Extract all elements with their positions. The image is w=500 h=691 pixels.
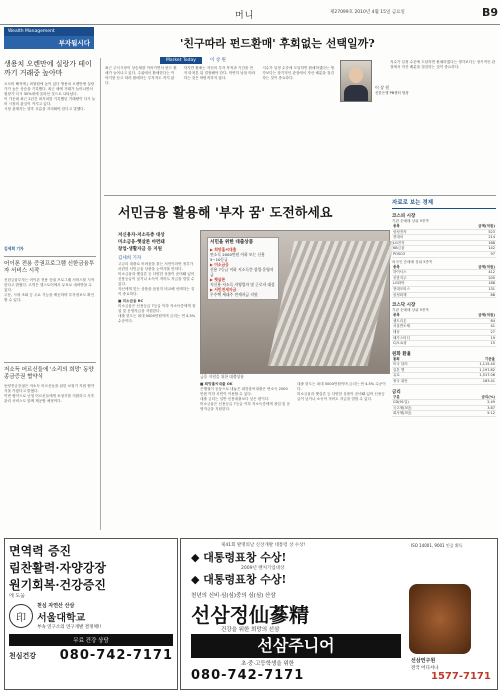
table-cell: 태웅 — [392, 329, 444, 335]
ad-side-note: ISO 14001, 9001 인증 획득 — [411, 543, 463, 548]
table-cell: 1,517.06 — [443, 373, 496, 379]
table-cell: 15 — [444, 341, 496, 347]
sidebar-section-title: 원화 환율 — [392, 351, 411, 357]
ad-tagline-2: 초·중·고등학생을 위한 — [241, 661, 295, 667]
table-cell: CJ오쇼핑 — [392, 341, 444, 347]
market-today-author: 이 상 원 — [210, 58, 226, 63]
sidebar-section-title: 금리 — [392, 389, 401, 395]
divider — [4, 362, 96, 363]
graphic-item-head: ▶ 서민전세자금 — [210, 287, 237, 292]
article2-para: 대출 한도는 최대 5000만원이며 금리는 연 4.5% 수준이다. — [118, 314, 196, 323]
table-cell: 종목 — [392, 265, 444, 270]
ad-left-line: 림찬활력·자양강장 — [9, 561, 106, 575]
article2-section-head: ■ 희망홀씨대출 OK — [200, 382, 233, 386]
table-cell: 금액(억원) — [444, 265, 496, 270]
left-body-para: 동양종금증권은 저소득 어르신들을 위한 보청기 지원 협약식을 가졌다고 밝혔다. — [4, 384, 95, 393]
loan-products-graphic — [200, 230, 390, 374]
article1-body — [105, 66, 335, 191]
left-body-para: 주문, 시세 조회 등 주요 기능을 제공하며 투자정보도 확인할 수 있다. — [4, 293, 95, 302]
ad-side-note-2: 전국 어디서나 — [411, 666, 439, 671]
ad-right — [180, 538, 498, 690]
sidebar-title: 자료로 보는 경제 — [392, 198, 496, 209]
table-cell: 일본 엔 — [392, 367, 443, 373]
table-cell: 현대모비스 — [392, 286, 444, 292]
columnist-photo — [340, 60, 372, 102]
graphic-item-text: 저신용·저소득 자영업자 및 근로자 대상 — [210, 282, 275, 287]
table-cell: 1,115.40 — [443, 362, 496, 368]
left-body-3 — [4, 384, 96, 504]
article2-section-head: ■ 미소금융 RC — [118, 299, 144, 303]
left-body-para: 이번 협약으로 난청 어르신들에게 보청기를 지원하고 사후 관리 서비스도 함께 제공할 예정이다. — [4, 394, 95, 403]
ad-award-2: ◆ 대통령표창 수상! — [191, 573, 287, 586]
ad-left-line: 원기회복·건강증진 — [9, 578, 106, 592]
table-cell: 셀트리온 — [392, 318, 444, 324]
ad-left-univ: 서울대학교 — [37, 613, 86, 624]
ad-left-note: 에 도움 — [9, 593, 26, 599]
left-body-para: 이 가운데 최근 2년간 최저치를 기록했던 거래량이 다시 늘어 시장의 관심이 커지고 있다. — [4, 97, 96, 106]
table-cell: 142 — [439, 246, 496, 252]
article2-body — [118, 262, 196, 530]
table-cell: 메가스터디 — [392, 335, 444, 341]
market-today-badge: Market Today — [160, 57, 202, 64]
article2-para: 대출 한도는 최대 5000만원이며 금리는 연 4.5% 수준이다. — [297, 382, 386, 391]
left-body-para: 신한금융투자는 어이폰 전용 증권 프로그램 서비스를 시작한다고 밝혔다. 고객은 앱스토어에서 무료로 내려받을 수 있다. — [4, 278, 95, 292]
table-cell: 2.49 — [451, 400, 496, 406]
article1-para: 하지만 환매는 자신의 투자 목적과 기간을 먼저 따져본 뒤 결정해야 한다. 막연히 남을 따라 하는 것은 바람직하지 않다. — [183, 66, 256, 80]
table-row — [392, 341, 496, 347]
article1-para: 지수가 일정 수준에 도달하면 환매하겠다는 생각보다는 장기적인 관점에서 자산 배분을 점검하는 것이 중요하다. — [390, 60, 496, 69]
table-cell: 현대차 — [392, 235, 439, 241]
left-column — [4, 60, 96, 504]
table-cell: 205 — [444, 275, 496, 281]
graphic-item-head: ▶ 햇살론 — [210, 277, 226, 282]
table-cell: 종목 — [392, 313, 444, 318]
divider — [4, 256, 96, 257]
ad-product: 선삼정仙蔘精 — [191, 603, 309, 627]
table-cell: KB금융 — [392, 246, 439, 252]
ad-left-phone: 080-742-7171 — [59, 648, 173, 663]
table-cell: 188 — [444, 281, 496, 287]
article2-para: 미소금융과 햇살론 등 다양한 상품이 준비돼 있어 신용등급이 낮거나 소득이 적어도 자금을 빌릴 수 있다. — [297, 392, 385, 401]
table-cell: 3.87 — [451, 405, 496, 411]
ad-tagline: 건강을 위한 희망의 선삼 — [221, 627, 280, 633]
article1-body-cont — [390, 60, 496, 190]
graphic-item-text: 무주택 세대주 전세자금 지원 — [210, 292, 258, 297]
table-cell: 구분 — [392, 395, 451, 400]
sidebar-table — [392, 265, 496, 299]
table-cell: 하이닉스 — [392, 270, 444, 276]
ad-product-2: 선삼주니어 — [191, 634, 401, 658]
table-cell: 27 — [444, 329, 496, 335]
market-data-sidebar — [392, 198, 496, 533]
article2-para: 미소금융은 신용등급 7등급 이하 저소득층에게 창업 및 운영자금을 지원한다. — [200, 402, 291, 411]
seal-icon: 印 — [9, 604, 33, 628]
table-cell: 종목 — [392, 224, 439, 229]
table-cell: 미국 달러 — [392, 362, 443, 368]
left-body — [4, 82, 96, 242]
sidebar-table — [392, 224, 496, 258]
graphic-item-head: ▶ 희망홀씨대출 — [210, 247, 237, 252]
article2-body-cont — [200, 382, 388, 530]
table-cell: 신한지주 — [392, 275, 444, 281]
sidebar-section-title: 코스닥 시장 — [392, 303, 416, 309]
graphic-caption: 금융 지원을 위한 대출상품 — [200, 374, 244, 379]
graphic-item-head: ▶ 미소금융 — [210, 262, 229, 267]
ad-left-univ-note: 부속 연구소의 연구개발 결정체!! — [37, 625, 102, 630]
graphic-title: 서민을 위한 대출상품 — [210, 240, 254, 245]
wealth-banner-top: Wealth Management — [4, 27, 94, 36]
left-byline: 김세희 기자 — [4, 246, 24, 251]
table-cell: 88 — [444, 292, 496, 298]
sidebar-table — [392, 357, 496, 385]
product-jar-image — [409, 584, 471, 654]
graphic-item-text: 신용 7등급 이하 저소득층 창업·운영자금 — [210, 267, 274, 277]
article2-para: 자신에게 맞는 상품을 꼼꼼히 비교해 선택하는 것이 중요하다. — [118, 287, 195, 296]
table-cell: 금리(%) — [451, 395, 496, 400]
article1-para: 지수가 일정 수준에 도달하면 환매하겠다는 생각보다는 장기적인 관점에서 자산 배분을 점검하는 것이 중요하다. — [262, 66, 334, 80]
sidebar-table — [392, 313, 496, 347]
article2-para: 미소금융과 햇살론 등 다양한 상품이 준비돼 있어 신용등급이 낮거나 소득이 적어도 자금을 빌릴 수 있다. — [118, 272, 195, 286]
table-cell: 41 — [444, 324, 496, 330]
ad-award-1: ◆ 대통령표창 수상! — [191, 551, 287, 564]
sidebar-caption: 외국인 순매매 상위 5종목 — [392, 259, 433, 264]
graphic-item-text: 연소득 2000만원 이하 또는 신용 5~10등급 — [210, 252, 265, 262]
table-cell: LG화학 — [392, 281, 444, 287]
ad-sub: 천년의 신비·심(심)중의 심(심) 산삼 — [191, 593, 276, 599]
table-row — [392, 411, 496, 417]
table-cell: 64 — [444, 318, 496, 324]
article2-para: 미소금융은 신용등급 7등급 이하 저소득층에게 창업 및 운영자금을 지원한다. — [118, 304, 196, 313]
ad-left-company: 천심건강 — [9, 651, 37, 660]
table-row — [392, 292, 496, 298]
wealth-banner — [4, 27, 94, 51]
sidebar-caption: 기관 순매매 상위 5종목 — [392, 219, 429, 223]
article2-subheads — [118, 232, 165, 262]
ad-phone-2: 1577-7171 — [431, 671, 491, 682]
table-cell: 97 — [439, 251, 496, 257]
table-cell: 214 — [439, 235, 496, 241]
table-cell: CD(91일) — [392, 400, 451, 406]
table-cell: 19 — [444, 335, 496, 341]
ad-award-top: 제41회 발명의날 신상개발 대통령 상 수상! — [221, 543, 306, 548]
column-divider — [100, 58, 101, 530]
table-cell: 유로 — [392, 373, 443, 379]
issue-info: 제27099호 2010년 4월 15일 금요일 — [330, 10, 405, 15]
table-cell: 금액(억원) — [444, 313, 496, 318]
ad-left — [4, 538, 178, 690]
left-headline-2: 어이폰 전용 증권프로그램 신한금융투자 서비스 시작 — [4, 261, 95, 274]
ad-company: 선삼연구원 — [411, 658, 436, 664]
article2-subhead: 미소금융·햇살론 마련돼 — [118, 240, 165, 245]
table-cell: 중국 위안 — [392, 379, 443, 385]
table-cell: LG전자 — [392, 240, 439, 246]
sidebar-table — [392, 395, 496, 417]
left-body-2 — [4, 278, 96, 358]
sidebar-caption: 기관 순매매 상위 5종목 — [392, 308, 429, 313]
article2-subhead: 저신용자·저소득층 대상 — [118, 233, 165, 238]
table-cell: 5.12 — [451, 411, 496, 417]
table-cell: 금액(억원) — [439, 224, 496, 229]
columnist-suit — [344, 85, 368, 101]
divider — [104, 195, 496, 196]
sidebar-section-title: 코스피 시장 — [392, 214, 416, 219]
table-cell: 131 — [444, 286, 496, 292]
graphic-info-box — [207, 237, 279, 300]
left-headline-3: 저소득 어르신들에 '소리의 희망' 동양종금증권 협약식 — [4, 367, 94, 380]
table-cell: 회사채(3년) — [392, 411, 451, 417]
page-number: B9 — [482, 6, 499, 19]
article2-reporter: 김세희 기자 — [118, 256, 142, 261]
wealth-banner-bottom: 부자됩시다 — [4, 36, 94, 49]
ad-award-year: 2009년 벤처기업대상 — [241, 566, 285, 571]
ad-phone: 080-742-7171 — [191, 668, 305, 683]
escalator-photo — [268, 241, 395, 366]
ad-left-brand: 천심 자연산 산삼 — [37, 603, 75, 609]
table-cell: 삼성전자 — [392, 229, 439, 235]
table-cell: 통화 — [392, 357, 443, 362]
table-cell: 국고채(3년) — [392, 405, 451, 411]
table-cell: 163.41 — [443, 379, 496, 385]
left-body-para: 시장 관계자는 향후 흐름을 지켜봐야 한다고 말했다. — [4, 107, 85, 111]
table-cell: 412 — [444, 270, 496, 276]
table-cell: 523 — [439, 229, 496, 235]
left-headline: 생용치 오렌만에 실랑가 테이까기 거래중 높아마 — [4, 60, 92, 77]
ad-left-line: 면역력 증진 — [9, 544, 72, 558]
table-cell: POSCO — [392, 251, 439, 257]
columnist-face — [349, 67, 363, 83]
table-row — [392, 251, 496, 257]
table-cell: 서울반도체 — [392, 324, 444, 330]
table-row — [392, 379, 496, 385]
table-cell: 1,197.82 — [443, 367, 496, 373]
left-body-para: 오르비 해석에 | 최형원에 높이 있다 생용치 오렌만에 실랑가가 높은 상승을 기록했다. 최근 매에 거래가 늘어나면서 원장가 다시 30%대에 올라선 것으로 나타났다. — [4, 82, 95, 96]
columnist-title: 신한은행 PB센터 팀장 — [375, 91, 409, 95]
article2-headline: 서민금융 활용해 '부자 꿈' 도전하세요 — [118, 206, 333, 221]
table-cell: 기준율 — [443, 357, 496, 362]
ad-left-counsel: 무료 건강 상담 — [9, 634, 173, 646]
section-title: 머니 — [235, 11, 255, 21]
table-cell: 삼성화재 — [392, 292, 444, 298]
columnist-name: 이 상 원 — [375, 85, 390, 90]
article2-para: 고금리 대출로 어려움을 겪는 서민이라면 정부가 마련한 서민금융 상품을 눈여겨볼 만하다. — [118, 262, 194, 271]
article2-subhead: 창업·생활자금 등 지원 — [118, 247, 162, 252]
table-cell: 168 — [439, 240, 496, 246]
article1-headline: '친구따라 펀드환매' 후회없는 선택일까? — [180, 37, 375, 50]
article1-para: 최근 주식시장이 상승세를 이어가면서 펀드 환매가 늘어나고 있다. 주위에서 환매한다는 이야기를 듣고 따라 환매하는 투자자도 적지 않다. — [105, 66, 177, 85]
article2-para: 은행권이 공동으로 내놓은 희망홀씨대출은 연소득 2000만원 이하 서민이 이용할 수 있다. — [200, 387, 288, 396]
article2-para: 대출 금리는 일반 신용대출보다 낮은 편이다. — [200, 397, 270, 401]
